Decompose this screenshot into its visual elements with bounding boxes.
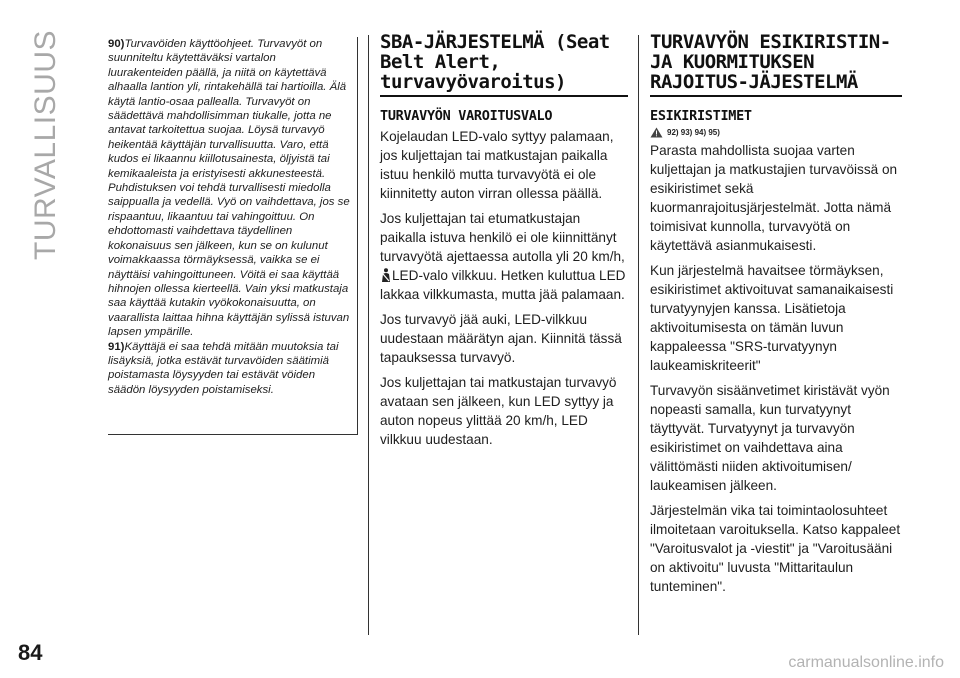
watermark: carmanualsonline.info bbox=[788, 654, 944, 671]
column-divider bbox=[368, 35, 369, 635]
warnings-box bbox=[108, 37, 358, 435]
paragraph: Kun järjestelmä havaitsee törmäyksen, esikiristimet aktivoituvat samanaikaisesti turvatyynyjen kanssa. Lisätietoja aktivoitumisesta on tämän luvun kappaleessa "SRS-turvatyynyn laukeamiskriteerit" bbox=[650, 263, 894, 373]
chapter-side-label: TURVALLISUUS bbox=[29, 30, 62, 260]
paragraph: Jos kuljettajan tai etumatkustajan paikalla istuva henkilö ei ole kiinnittänyt turvavyötä ajettaessa autolla yli 20 km/h,LED-valo vilkkuu. Hetken kuluttua LED lakkaa vilkkumasta, mutta jää palamaan. bbox=[380, 211, 626, 302]
column-divider bbox=[638, 35, 639, 635]
sba-section bbox=[380, 32, 628, 455]
section-body bbox=[380, 127, 628, 449]
paragraph: Turvavyön sisäänvetimet kiristävät vyön nopeasti samalla, kun turvatyynyt täyttyvät. Turvatyynyt ja turvavyön esikiristimet on vaihdettava aina välittömästi niiden aktivoitumisen/ laukeamisen jälkeen. bbox=[650, 383, 890, 493]
paragraph: Kojelaudan LED-valo syttyy palamaan, jos kuljettajan tai matkustajan paikalla istuu henkilö mutta turvavyötä ei ole kiinnitetty auton virran ollessa päällä. bbox=[380, 129, 614, 201]
section-subtitle: ESIKIRISTIMET bbox=[650, 108, 752, 124]
section-subtitle: TURVAVYÖN VAROITUSVALO bbox=[380, 108, 553, 124]
paragraph: Jos turvavyö jää auki, LED-vilkkuu uudestaan määrätyn ajan. Kiinnitä tässä tapauksessa turvavyö. bbox=[380, 312, 622, 365]
warning-91: 91)Käyttäjä ei saa tehdä mitään muutoksia tai lisäyksiä, jotka estävät turvavöiden säätimiä poistamasta löysyyden tai estävät vöiden säädön löysyyden poistamiseksi. bbox=[108, 340, 339, 396]
section-title: SBA-JÄRJESTELMÄ (Seat Belt Alert, turvavyövaroitus) bbox=[380, 32, 628, 97]
seatbelt-icon bbox=[380, 268, 392, 282]
paragraph: Järjestelmän vika tai toimintaolosuhteet ilmoitetaan varoituksella. Katso kappaleet "Varoitusvalot ja -viestit" ja "Varoitusääni on aktivoitu" luvusta "Mittaritaulun tunteminen". bbox=[650, 503, 901, 594]
warning-triangle-icon bbox=[650, 127, 663, 138]
warning-references: 92) 93) 94) 95) bbox=[650, 127, 902, 138]
section-title: TURVAVYÖN ESIKIRISTIN- JA KUORMITUKSEN RAJOITUS-JÄJESTELMÄ bbox=[650, 32, 902, 97]
section-body bbox=[650, 141, 902, 596]
pretensioner-section bbox=[650, 32, 902, 602]
warning-90: 90)Turvavöiden käyttöohjeet. Turvavyöt on suunniteltu käytettäväksi vartalon luurakenteiden päällä, ja niitä on käytettävä alhaalla lantion yli, rintakehällä tai hartioilla. Älä käytä lantio-osaa pallealla. Turvavyöt on säädettävä mahdollisimman tiukalle, jotta ne antavat tarkoitettua suojaa. Löysä turvavyö heikentää käyttäjän turvallisuutta. Varo, että kudos ei likaannu kiillotusainesta, öljyistä tai kemikaaleista ja eristyisesti akkunesteestä. Puhdistuksen voi tehdä turvallisesti miedolla saippualla ja vedellä. Vyö on vaihdettava, jos se rispaantuu, likaantuu tai vahingoittuu. On ehdottomasti vaihdettava täydellinen kokonaisuus sen jälkeen, kun se on kulunut voimakkaassa törmäyksessä, vaikka se ei näyttäisi vahingoittuneen. Vöitä ei saa käyttää hihnojen ollessa kierteellä. Vain yksi matkustaja saa käyttää kutakin vyökokonaisuutta, on vaarallista laittaa hihna käyttäjän sylissä istuvan lapsen ympärille. bbox=[108, 38, 350, 339]
paragraph: Jos kuljettajan tai matkustajan turvavyö avataan sen jälkeen, kun LED syttyy ja auton nopeus ylittää 20 km/h, LED vilkkuu uudestaan. bbox=[380, 375, 617, 447]
page-number: 84 bbox=[18, 640, 43, 665]
paragraph: Parasta mahdollista suojaa varten kuljettajan ja matkustajien turvavöissä on esikiristimet sekä kuormanrajoitusjärjestelmät. Jotta nämä toimisivat kunnolla, turvavyötä on käytettävä asianmukaisesti. bbox=[650, 143, 898, 253]
